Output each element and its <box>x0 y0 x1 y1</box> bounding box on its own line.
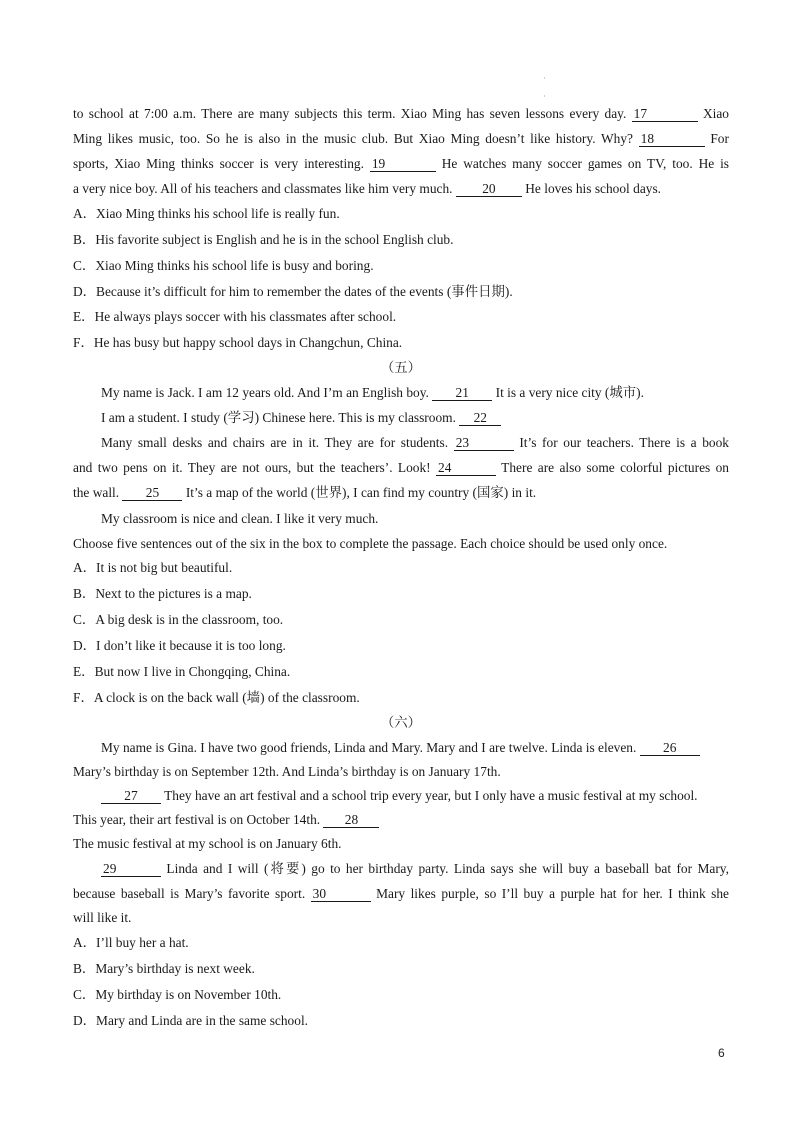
passage-line: will like it. <box>73 910 132 925</box>
answer-blank: 30 <box>311 887 371 902</box>
option-f: F．A clock is on the back wall (墙) of the classroom. <box>73 690 360 705</box>
answer-blank: 24 <box>436 461 496 476</box>
answer-blank: 27 <box>101 789 161 804</box>
passage-line: My classroom is nice and clean. I like it very much. <box>101 511 379 526</box>
answer-blank: 25 <box>122 486 182 501</box>
passage-line: Ming likes music, too. So he is also in the music club. But Xiao Ming doesn’t like history. Why? 18 For <box>73 131 729 146</box>
scan-speck: · <box>543 92 546 101</box>
section-heading-6: （六） <box>380 715 422 730</box>
option-d: D．Because it’s difficult for him to remember the dates of the events (事件日期). <box>73 284 513 299</box>
passage-line: sports, Xiao Ming thinks soccer is very interesting. 19 He watches many soccer games on TV, too. He is <box>73 156 729 171</box>
option-b: B．His favorite subject is English and he is in the school English club. <box>73 232 454 247</box>
option-e: E．He always plays soccer with his classmates after school. <box>73 309 397 324</box>
option-a: A．Xiao Ming thinks his school life is really fun. <box>73 206 340 221</box>
answer-blank: 21 <box>432 386 492 401</box>
passage-line: 27 They have an art festival and a school trip every year, but I only have a music festival at my school. <box>101 788 729 804</box>
option-c: C．A big desk is in the classroom, too. <box>73 612 284 627</box>
answer-blank: 22 <box>459 411 501 426</box>
passage-line: and two pens on it. They are not ours, but the teachers’. Look! 24 There are also some colorful pictures on <box>73 460 729 475</box>
passage-line: I am a student. I study (学习) Chinese here. This is my classroom. 22 <box>101 410 729 426</box>
option-b: B．Mary’s birthday is next week. <box>73 961 255 976</box>
passage-line: My name is Jack. I am 12 years old. And I’m an English boy. 21 It is a very nice city (城市). <box>101 385 644 400</box>
passage-line: This year, their art festival is on October 14th. 28 <box>73 812 729 828</box>
option-c: C．My birthday is on November 10th. <box>73 987 282 1002</box>
answer-blank: 23 <box>454 436 514 451</box>
page-number: 6 <box>718 1046 725 1060</box>
answer-blank: 29 <box>101 862 161 877</box>
passage-line: a very nice boy. All of his teachers and classmates like him very much. 20 He loves his school days. <box>73 181 662 196</box>
answer-blank: 19 <box>370 157 436 172</box>
passage-line: the wall. 25 It’s a map of the world (世界), I can find my country (国家) in it. <box>73 485 537 500</box>
section-heading-5: （五） <box>380 360 422 375</box>
answer-blank: 26 <box>640 741 700 756</box>
passage-line: Mary’s birthday is on September 12th. And Linda’s birthday is on January 17th. <box>73 764 501 779</box>
option-f: F．He has busy but happy school days in Changchun, China. <box>73 335 403 350</box>
answer-blank: 20 <box>456 182 522 197</box>
option-d: D．I don’t like it because it is too long. <box>73 638 286 653</box>
passage-line: 29 Linda and I will (将要) go to her birthday party. Linda says she will buy a baseball bat for Mary, <box>103 861 729 876</box>
answer-blank: 17 <box>632 107 698 122</box>
passage-line: Many small desks and chairs are in it. They are for students. 23 It’s for our teachers. There is a book <box>101 435 729 450</box>
answer-blank: 28 <box>323 813 379 828</box>
passage-line: to school at 7:00 a.m. There are many subjects this term. Xiao Ming has seven lessons every day. 17 Xiao <box>73 106 729 121</box>
option-c: C．Xiao Ming thinks his school life is busy and boring. <box>73 258 374 273</box>
answer-blank: 18 <box>639 132 705 147</box>
option-b: B．Next to the pictures is a map. <box>73 586 252 601</box>
option-e: E．But now I live in Chongqing, China. <box>73 664 291 679</box>
passage-line: The music festival at my school is on January 6th. <box>73 836 342 851</box>
option-a: A．I’ll buy her a hat. <box>73 935 189 950</box>
option-a: A．It is not big but beautiful. <box>73 560 233 575</box>
passage-line: My name is Gina. I have two good friends, Linda and Mary. Mary and I are twelve. Linda is eleven. 26 <box>101 740 729 756</box>
option-d: D．Mary and Linda are in the same school. <box>73 1013 309 1028</box>
scan-speck: · <box>543 74 546 83</box>
passage-line: because baseball is Mary’s favorite sport. 30 Mary likes purple, so I’ll buy a purple hat for her. I think she <box>73 886 729 901</box>
instruction-text: Choose five sentences out of the six in the box to complete the passage. Each choice should be used only once. <box>73 536 668 551</box>
